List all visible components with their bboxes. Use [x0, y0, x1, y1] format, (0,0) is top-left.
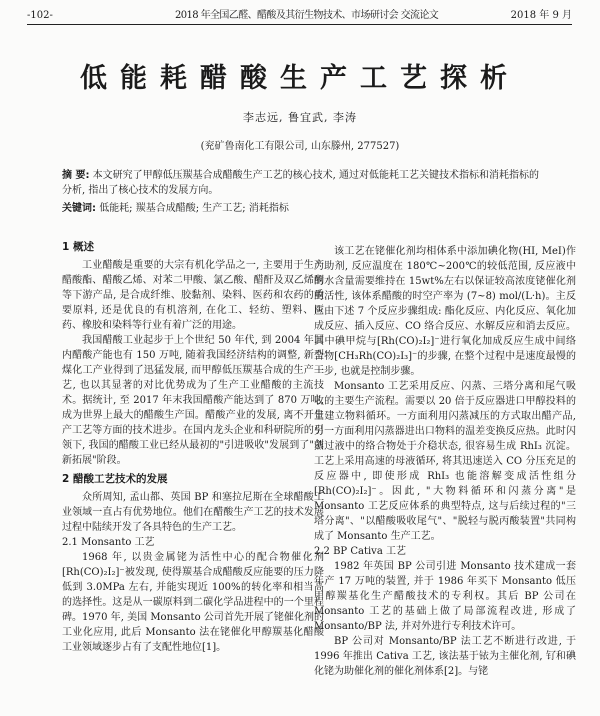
- keywords-text: 低能耗; 羰基合成醋酸; 生产工艺; 消耗指标: [99, 203, 289, 214]
- paragraph: 该工艺在铑催化剂均相体系中添加碘化物(HI, MeI)作为助剂, 反应温度在 180℃~200℃的较低范围, 反应液中的水含量需要维持在 15wt%左右以保证较高浓度铑催化剂的活性, 该体系醋酸的时空产率为 (7~8) mol/(L·h)。主反应由下述 7 个反应步骤组成: 酯化反应、内化反应、氧化加成反应、插入反应、CO 络合反应、水解反应和消去反应。其中碘甲烷与[Rh(CO)₂I₂]⁻进行氧化加成反应生成中间络合物[CH₃Rh(CO)₂I₃]⁻的步骤, 在整个过程中是速度最慢的一步, 也就是控制步骤。: [314, 246, 576, 377]
- left-column: [62, 236, 324, 655]
- conference-title: 2018 年全国乙醛、醋酸及其衍生物技术、市场研讨会 交流论文: [175, 10, 439, 21]
- paragraph: BP 公司对 Monsanto/BP 法工艺不断进行改进, 于 1996 年推出 Cativa 工艺, 该法基于铱为主催化剂, 钌和碘化铑为助催化剂的催化剂体系[2]。与铑: [314, 636, 576, 677]
- paragraph: 1982 年英国 BP 公司引进 Monsanto 技术建成一套年产 17 万吨的装置, 并于 1986 年买下 Monsanto 低压甲醇羰基化生产醋酸技术的专利权。其后 BP 公司在 Monsanto 工艺的基础上做了局部流程改进, 形成了 Monsanto/BP 法, 并对外进行专利技术许可。: [314, 561, 576, 632]
- paper-title: 低能耗醋酸生产工艺探析: [80, 63, 520, 94]
- keywords: [62, 202, 548, 216]
- running-header: [27, 8, 572, 25]
- authors: 李志远, 鲁宜武, 李涛: [243, 111, 357, 124]
- paragraph: 工业醋酸是重要的大宗有机化学品之一, 主要用于生产醋酸酯、醋酸乙烯、对苯二甲酸、氯乙酸、醋酐及双乙烯酮等下游产品, 是合成纤维、胶黏剂、染料、医药和农药的重要原料, 还是优良的有机溶剂, 在化工、轻纺、塑料、医药、橡胶和染料等行业有着广泛的用途。: [62, 260, 324, 331]
- section-heading: 1 概述: [62, 241, 94, 253]
- paragraph: 1968 年, 以贵金属铑为活性中心的配合物催化剂[Rh(CO)₂I₂]⁻被发现, 使得羰基合成醋酸反应能要的压力降低到 3.0MPa 左右, 并能实现近 100%的转化率和相当高的选择性。这是从一碳原料到二碳化学品进程中的一个里程碑。1970 年, 美国 Monsanto 公司首先开展了铑催化剂的工业化应用, 此后 Monsanto 法在铑催化甲醇羰基化醋酸工业领域逐步占有了支配性地位[1]。: [62, 552, 324, 653]
- paragraph: Monsanto 工艺采用反应、闪蒸、三塔分离和尾气吸收的主要生产流程。需要以 20 倍于反应器进口甲醇投料的量建立物料循环。一方面利用闪蒸减压的方式取出醋产品, 另一方面利用闪蒸器进出口物料的温差变换反应热。此时闪蒸过液中的络合物处于介稳状态, 很容易生成 RhI₃ 沉淀。工艺上采用高速的母液循环, 将其迅速送入 CO 分压充足的反应器中, 即使形成 RhI₃ 也能溶解变成活性组分[Rh(CO)₂I₂]⁻。因此, "大物料循环和闪蒸分离"是 Monsanto 工艺反应体系的典型特点, 这与后续过程的"三塔分离"、"以醋酸吸收尾气"、"脱轻与脱丙酸装置"共同构成了 Monsanto 生产工艺。: [314, 381, 576, 542]
- keywords-label: 关键词:: [62, 203, 96, 214]
- right-column: [314, 244, 576, 679]
- section-heading: 2 醋酸工艺技术的发展: [62, 473, 168, 485]
- paragraph: 我国醋酸工业起步于上个世纪 50 年代, 到 2004 年国内醋酸产能也有 150 万吨, 随着我国经济结构的调整, 新型煤化工产业得到了迅猛发展, 而甲醇低压羰基合成的生产工艺, 也以其显著的对比优势成为了生产工业醋酸的主流技术。据统计, 至 2017 年末我国醋酸产能达到了 870 万吨, 成为世界上最大的醋酸生产国。醋酸产业的发展, 离不开生产工艺等方面的技术进步。在国内龙头企业和科研院所的引领下, 我国的醋酸工业已经从最初的"引进吸收"发展到了"创新拓展"阶段。: [62, 335, 324, 466]
- abstract-label: 摘 要:: [62, 170, 90, 181]
- abstract: [62, 168, 548, 198]
- subsection-heading: 2.2 BP Cativa 工艺: [314, 546, 406, 557]
- issue-date: 2018 年 9 月: [510, 10, 572, 21]
- paragraph: 众所周知, 孟山都、英国 BP 和塞拉尼斯在全球醋酸工业领域一直占有优势地位。他们在醋酸生产工艺的技术发展过程中陆续开发了各具特色的生产工艺。: [62, 492, 324, 533]
- affiliation: (兖矿鲁南化工有限公司, 山东滕州, 277527): [200, 141, 400, 152]
- subsection-heading: 2.1 Monsanto 工艺: [62, 537, 155, 548]
- page-number: -102-: [27, 10, 53, 21]
- abstract-text: 本文研究了甲醇低压羰基合成醋酸生产工艺的核心技术, 通过对低能耗工艺关键技术指标和消耗指标的分析, 指出了核心技术的发展方向。: [62, 170, 540, 196]
